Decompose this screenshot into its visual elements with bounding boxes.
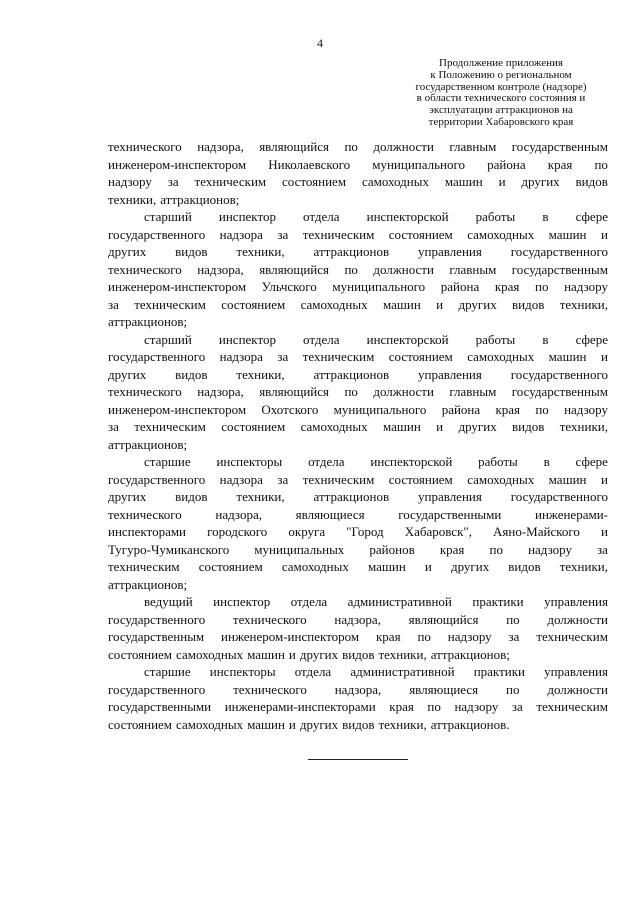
body-word: машин — [247, 716, 285, 732]
list-item-first-line — [108, 593, 608, 611]
body-word: других — [458, 419, 497, 434]
body-line — [108, 698, 608, 716]
body-word: техническим — [302, 226, 375, 242]
body-word: техническим — [194, 174, 267, 189]
body-word: состоянием — [282, 174, 347, 189]
body-word: края — [375, 629, 401, 644]
body-line — [108, 418, 608, 436]
body-word: надзору — [454, 699, 499, 714]
body-word: самоходных — [176, 646, 244, 662]
body-word: машин — [444, 174, 483, 189]
body-word: работы — [475, 209, 516, 224]
body-word: аттракционов; — [430, 646, 510, 662]
body-word: района — [440, 279, 480, 294]
body-word: надзору — [447, 629, 492, 644]
body-word: сфере — [575, 454, 608, 469]
body-word: техническим — [302, 471, 375, 487]
body-word: инженером-инспектором — [108, 279, 247, 294]
body-word: главным — [449, 384, 497, 399]
body-line — [108, 436, 608, 454]
body-word: самоходных — [300, 296, 368, 312]
body-word: самоходных — [176, 716, 244, 732]
body-word: старший — [144, 209, 192, 224]
appendix-header — [378, 58, 624, 129]
body-word: аттракционов — [313, 244, 390, 259]
appendix-header-line: государственном контроле (надзоре) — [415, 80, 587, 93]
body-word: аттракционов; — [108, 576, 188, 592]
body-word: технического — [233, 681, 307, 697]
body-word: государственного — [108, 611, 206, 627]
body-word: отдела — [303, 209, 340, 224]
body-word: края — [494, 279, 520, 294]
body-word: по — [344, 261, 358, 277]
body-word: муниципального — [333, 401, 427, 417]
body-word: техники, — [378, 646, 427, 662]
body-line — [108, 226, 608, 244]
body-word: техники, — [108, 191, 157, 207]
body-word: государственными — [108, 699, 212, 714]
appendix-header-line: эксплуатации аттракционов на — [429, 104, 573, 117]
body-word: других — [450, 559, 490, 574]
body-word: инспекторской — [366, 209, 449, 224]
body-word: инспекторской — [370, 454, 453, 469]
body-word: самоходных — [467, 471, 535, 487]
body-line — [108, 576, 608, 594]
body-word: видов — [175, 244, 208, 259]
body-word: машин — [548, 349, 587, 364]
body-word: инспекторской — [366, 331, 449, 347]
body-word: являющиеся — [295, 506, 365, 522]
body-word: должности — [373, 261, 434, 277]
body-word: являющийся — [408, 611, 479, 627]
body-word: надзора, — [197, 261, 244, 277]
body-word: видов — [342, 716, 375, 732]
body-word: состоянием — [221, 296, 286, 312]
body-word: муниципального — [332, 279, 426, 294]
body-line — [108, 558, 608, 576]
body-word: надзору — [528, 541, 572, 557]
body-word: надзора, — [334, 611, 381, 627]
body-word: Охотского — [261, 401, 319, 417]
body-word: техническим — [536, 699, 608, 714]
body-line — [108, 628, 608, 646]
body-word: надзору — [564, 401, 608, 417]
body-word: в — [542, 331, 549, 347]
body-line — [108, 313, 608, 331]
body-word: являющийся — [259, 261, 330, 277]
body-word: городского — [207, 524, 268, 539]
body-word: по — [535, 279, 549, 294]
body-word: отдела — [290, 594, 328, 609]
body-word: машин — [367, 559, 406, 574]
body-word: инспектор — [213, 594, 271, 609]
body-word: машин — [382, 419, 421, 434]
body-word: Тугуро-Чумиканского — [108, 541, 230, 557]
appendix-header-line: Продолжение приложения — [439, 57, 563, 69]
body-line — [108, 348, 608, 366]
body-word: по — [594, 156, 608, 172]
body-word: государственным — [511, 139, 608, 154]
appendix-header-line: в области технического состояния и — [416, 92, 586, 105]
body-line — [108, 278, 608, 296]
body-word: технического — [108, 384, 182, 399]
body-word: работы — [475, 331, 516, 347]
body-word: состоянием — [198, 559, 263, 574]
body-word: за — [277, 226, 289, 242]
body-word: техническим — [108, 559, 180, 574]
body-word: и — [424, 559, 432, 574]
body-word: должности — [373, 384, 434, 399]
body-line — [108, 366, 608, 384]
body-word: надзора, — [334, 681, 382, 697]
body-word: края — [439, 541, 465, 557]
body-word: округа — [288, 524, 326, 539]
body-word: инспектор — [218, 331, 276, 347]
body-word: инспекторы — [216, 454, 283, 469]
body-line — [108, 506, 608, 524]
body-word: государственного — [510, 489, 608, 504]
body-word: в — [542, 209, 549, 224]
body-word: управления — [544, 664, 608, 679]
body-word: являющийся — [259, 139, 330, 154]
list-item-first-line — [108, 208, 608, 226]
body-word: других — [299, 716, 339, 732]
body-word: старшие — [144, 664, 191, 679]
body-word: техническим — [536, 629, 608, 644]
body-word: государственного — [108, 226, 206, 242]
body-line — [108, 191, 608, 209]
body-line — [108, 156, 608, 174]
body-line — [108, 243, 608, 261]
body-word: самоходных — [467, 349, 535, 364]
body-word: инспекторами — [108, 524, 187, 539]
end-divider — [308, 759, 408, 760]
body-word: техники, — [236, 244, 285, 259]
body-word: района — [487, 156, 526, 172]
body-word: надзору — [564, 279, 608, 294]
body-word: самоходных — [467, 226, 535, 242]
list-item-first-line — [108, 663, 608, 681]
body-word: надзора, — [197, 139, 244, 154]
body-word: состоянием — [388, 471, 453, 487]
body-word: и — [600, 226, 608, 242]
body-word: государственного — [510, 366, 608, 382]
body-word: техники, — [559, 296, 608, 312]
list-item-first-line — [108, 331, 608, 349]
body-word: состоянием — [108, 646, 173, 662]
body-word: техники, — [559, 559, 608, 574]
body-line — [108, 646, 608, 664]
body-word: государственным — [108, 629, 205, 644]
body-word: надзора, — [197, 384, 244, 399]
body-word: управления — [418, 366, 482, 382]
body-word: видов — [342, 646, 375, 662]
body-word: самоходных — [361, 174, 429, 189]
body-word: государственного — [108, 681, 206, 697]
body-word: других — [458, 296, 497, 312]
body-word: сфере — [575, 331, 608, 347]
body-word: по — [506, 611, 520, 627]
body-word: главным — [449, 261, 497, 277]
body-word: надзора, — [215, 506, 262, 522]
body-line — [108, 261, 608, 279]
body-word: за — [508, 629, 520, 644]
body-word: и — [436, 419, 444, 434]
body-word: надзора — [219, 349, 263, 364]
body-word: и — [436, 296, 444, 312]
body-word: отдела — [303, 331, 340, 347]
body-word: государственным — [511, 261, 608, 277]
body-word: муниципальных — [254, 541, 345, 557]
body-line — [108, 523, 608, 541]
body-word: за — [277, 349, 289, 364]
body-word: самоходных — [300, 419, 368, 434]
body-word: управления — [418, 244, 482, 259]
body-word: районов — [369, 541, 415, 557]
body-word: за — [108, 419, 119, 434]
body-word: должности — [547, 681, 608, 697]
body-word: техники, — [236, 489, 285, 504]
list-item-first-line — [108, 453, 608, 471]
body-word: инженерами-инспекторами — [224, 699, 376, 714]
body-word: других — [108, 366, 147, 382]
body-word: являющийся — [259, 384, 330, 399]
body-word: машин — [548, 471, 587, 487]
body-word: техническим — [134, 296, 206, 312]
body-word: края — [495, 401, 521, 417]
body-word: практики — [473, 664, 525, 679]
body-word: технического — [108, 261, 182, 277]
body-line — [108, 471, 608, 489]
body-word: технического — [108, 506, 182, 522]
body-word: других — [299, 646, 339, 662]
body-word: видов — [508, 559, 541, 574]
body-line — [108, 296, 608, 314]
body-word: инженером-инспектором — [108, 401, 247, 417]
body-word: машин — [247, 646, 285, 662]
body-word: самоходных — [281, 559, 349, 574]
body-word: техническим — [302, 349, 375, 364]
body-word: инженером-инспектором — [108, 156, 247, 172]
body-word: государственного — [108, 471, 206, 487]
body-word: видов — [175, 489, 208, 504]
body-word: видов — [512, 419, 545, 434]
body-word: инспекторы — [209, 664, 276, 679]
body-word: и — [600, 471, 608, 487]
document-body — [108, 138, 608, 733]
body-line — [108, 541, 608, 559]
body-word: видов — [512, 296, 545, 312]
body-word: за — [511, 699, 523, 714]
body-line — [108, 681, 608, 699]
body-word: состоянием — [388, 349, 453, 364]
body-word: и — [288, 716, 296, 732]
body-line — [108, 488, 608, 506]
body-word: аттракционов — [313, 366, 390, 382]
body-word: по — [417, 629, 431, 644]
appendix-header-line: к Положению о региональном — [430, 68, 572, 81]
body-word: по — [535, 401, 549, 417]
body-word: должности — [547, 611, 608, 627]
body-word: техническим — [134, 419, 206, 434]
body-word: состоянием — [108, 716, 173, 732]
body-word: государственным — [511, 384, 608, 399]
body-word: технического — [232, 611, 307, 627]
body-word: других — [521, 174, 560, 189]
body-word: муниципального — [372, 156, 465, 172]
page-number: 4 — [317, 36, 323, 50]
body-word: надзора — [219, 226, 263, 242]
body-line — [108, 401, 608, 419]
body-word: инженерами- — [534, 506, 608, 522]
body-word: надзору — [108, 174, 152, 189]
body-word: технического — [108, 139, 182, 154]
body-word: аттракционов; — [108, 436, 188, 452]
body-word: состоянием — [221, 419, 286, 434]
body-word: за — [597, 541, 608, 557]
body-word: по — [427, 699, 441, 714]
body-word: и — [498, 174, 506, 189]
body-word: машин — [548, 226, 587, 242]
body-word: Хабаровск", — [404, 524, 472, 539]
body-word: за — [108, 296, 119, 312]
appendix-header-line: территории Хабаровского края — [428, 115, 574, 128]
body-line — [108, 383, 608, 401]
body-word: Аяно-Майского — [493, 524, 580, 539]
body-word: аттракционов; — [160, 191, 240, 207]
body-word: видов — [575, 174, 608, 189]
body-line — [108, 173, 608, 191]
body-word: других — [108, 244, 147, 259]
body-word: старшие — [144, 454, 191, 469]
body-word: государственными — [398, 506, 502, 522]
body-word: должности — [373, 139, 434, 154]
body-word: отдела — [294, 664, 332, 679]
body-word: машин — [382, 296, 421, 312]
body-word: за — [167, 174, 179, 189]
body-word: инспектор — [218, 209, 276, 224]
body-word: края — [389, 699, 414, 714]
body-word: являющиеся — [409, 681, 479, 697]
body-word: и — [288, 646, 296, 662]
body-line — [108, 611, 608, 629]
body-word: техники, — [559, 419, 608, 434]
body-word: практики — [472, 594, 524, 609]
body-word: ведущий — [144, 594, 193, 609]
body-word: края — [547, 156, 573, 172]
body-word: надзора — [219, 471, 263, 487]
body-word: и — [600, 349, 608, 364]
body-word: района — [441, 401, 481, 417]
body-word: Николаевского — [268, 156, 351, 172]
body-line — [108, 138, 608, 156]
body-word: административной — [350, 664, 455, 679]
body-word: по — [344, 139, 358, 154]
body-word: в — [543, 454, 550, 469]
body-word: других — [108, 489, 147, 504]
body-word: государственного — [510, 244, 608, 259]
body-word: управления — [544, 594, 608, 609]
body-word: аттракционов — [313, 489, 390, 504]
body-word: аттракционов. — [430, 716, 510, 732]
body-line — [108, 716, 608, 734]
body-word: работы — [478, 454, 518, 469]
body-word: старший — [144, 331, 192, 347]
body-word: техники, — [236, 366, 285, 382]
body-word: видов — [175, 366, 208, 382]
body-word: сфере — [575, 209, 608, 224]
body-word: за — [277, 471, 289, 487]
body-word: инженером-инспектором — [221, 629, 360, 644]
body-word: по — [344, 384, 358, 399]
body-word: техники, — [378, 716, 427, 732]
body-word: управления — [418, 489, 482, 504]
body-word: отдела — [308, 454, 345, 469]
body-word: по — [489, 541, 503, 557]
body-word: аттракционов; — [108, 314, 188, 329]
body-word: состоянием — [388, 226, 453, 242]
body-word: по — [506, 681, 520, 697]
body-word: "Город — [346, 524, 384, 539]
body-word: государственного — [108, 349, 206, 364]
body-word: Ульчского — [261, 279, 317, 294]
body-word: главным — [449, 139, 497, 154]
body-word: и — [600, 524, 608, 539]
body-word: административной — [347, 594, 452, 609]
